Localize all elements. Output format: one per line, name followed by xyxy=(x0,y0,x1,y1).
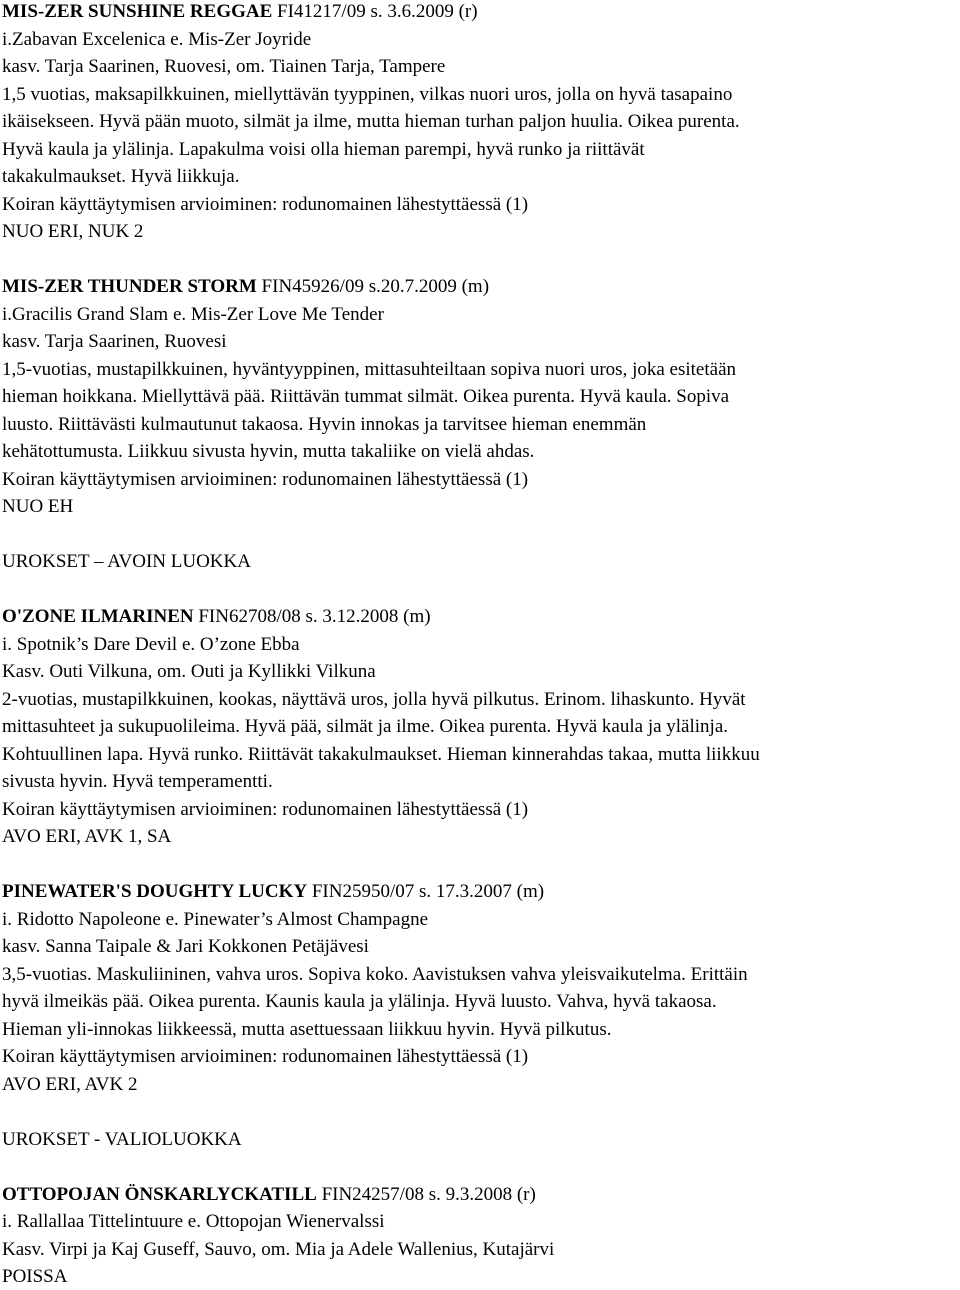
entry-text-line: 2-vuotias, mustapilkkuinen, kookas, näyttävä uros, jolla hyvä pilkutus. Erinom. lihaskunto. Hyvät xyxy=(2,688,746,710)
entry-title-line xyxy=(2,1,478,23)
dog-name: O'ZONE ILMARINEN xyxy=(2,606,194,627)
entry-text-line: kasv. Tarja Saarinen, Ruovesi, om. Tiainen Tarja, Tampere xyxy=(2,56,446,77)
entry-text-line: Hyvä kaula ja ylälinja. Lapakulma voisi olla hieman parempi, hyvä runko ja riittävät xyxy=(2,138,645,160)
entry-text-line: i.Zabavan Excelenica e. Mis-Zer Joyride xyxy=(2,28,312,50)
dog-name: MIS-ZER SUNSHINE REGGAE xyxy=(2,1,273,22)
entry-text-line: ikäisekseen. Hyvä pään muoto, silmät ja ilme, mutta hieman turhan paljon huulia. Oikea purenta. xyxy=(2,111,740,132)
section-heading: UROKSET – AVOIN LUOKKA xyxy=(2,551,251,572)
entry-text-line: takakulmaukset. Hyvä liikkuja. xyxy=(2,166,240,187)
entry-text-line: Kohtuullinen lapa. Hyvä runko. Riittävät takakulmaukset. Hieman kinnerahdas takaa, mutta liikkuu xyxy=(2,743,760,765)
dog-name: OTTOPOJAN ÖNSKARLYCKATILL xyxy=(2,1183,317,1205)
entry-text-line: Koiran käyttäytymisen arvioiminen: rodunomainen lähestyttäessä (1) xyxy=(2,798,529,820)
entry-text-line: 1,5-vuotias, mustapilkkuinen, hyväntyyppinen, mittasuhteiltaan sopiva nuori uros, joka esitetään xyxy=(2,358,737,380)
registration-info: FIN24257/08 s. 9.3.2008 (r) xyxy=(316,1183,536,1205)
entry-text-line: kasv. Tarja Saarinen, Ruovesi xyxy=(2,331,227,352)
entry-text-line: POISSA xyxy=(2,1266,68,1287)
entry-text-line: kehätottumusta. Liikkuu sivusta hyvin, mutta takaliike on vielä ahdas. xyxy=(2,441,535,462)
entry-text-line: mittasuhteet ja sukupuolileima. Hyvä pää, silmät ja ilme. Oikea purenta. Hyvä kaula ja ylälinja. xyxy=(2,716,729,737)
dog-name: MIS-ZER THUNDER STORM xyxy=(2,276,257,297)
entry-text-line: Hieman yli-innokas liikkeessä, mutta asettuessaan liikkuu hyvin. Hyvä pilkutus. xyxy=(2,1018,612,1040)
entry-text-line: Koiran käyttäytymisen arvioiminen: rodunomainen lähestyttäessä (1) xyxy=(2,468,529,490)
entry-text-line: kasv. Sanna Taipale & Jari Kokkonen Petäjävesi xyxy=(2,936,369,957)
entry-text-line: 3,5-vuotias. Maskuliininen, vahva uros. Sopiva koko. Aavistuksen vahva yleisvaikutelma. Erittäin xyxy=(2,963,748,985)
registration-info: FIN45926/09 s.20.7.2009 (m) xyxy=(256,276,490,297)
entry-text-line: 1,5 vuotias, maksapilkkuinen, miellyttävän tyyppinen, vilkas nuori uros, jolla on hyvä tasapaino xyxy=(2,83,733,105)
entry-text-line: NUO EH xyxy=(2,496,74,517)
entry-text-line: hieman hoikkana. Miellyttävä pää. Riittävän tummat silmät. Oikea purenta. Hyvä kaula. Sopiva xyxy=(2,386,730,407)
entry-text-line: hyvä ilmeikäs pää. Oikea purenta. Kaunis kaula ja ylälinja. Hyvä luusto. Vahva, hyvä takaosa. xyxy=(2,991,717,1012)
entry-text-line: i. Rallallaa Tittelintuure e. Ottopojan Wienervalssi xyxy=(2,1211,385,1232)
entry-text-line: i. Ridotto Napoleone e. Pinewater’s Almost Champagne xyxy=(2,908,429,930)
entry-text-line: i.Gracilis Grand Slam e. Mis-Zer Love Me Tender xyxy=(2,303,384,325)
entry-text-line: sivusta hyvin. Hyvä temperamentti. xyxy=(2,771,273,792)
entry-text-line: luusto. Riittävästi kulmautunut takaosa. Hyvin innokas ja tarvitsee hieman enemmän xyxy=(2,413,647,435)
entry-title-line xyxy=(2,881,544,903)
entry-title-line xyxy=(2,1184,536,1206)
entry-text-line: i. Spotnik’s Dare Devil e. O’zone Ebba xyxy=(2,633,300,655)
entry-text-line: AVO ERI, AVK 2 xyxy=(2,1073,138,1095)
registration-info: FIN62708/08 s. 3.12.2008 (m) xyxy=(193,606,431,627)
section-heading: UROKSET - VALIOLUOKKA xyxy=(2,1128,242,1150)
entry-text-line: AVO ERI, AVK 1, SA xyxy=(2,826,172,847)
entry-title-line xyxy=(2,606,431,628)
entry-text-line: NUO ERI, NUK 2 xyxy=(2,221,144,242)
entry-title-line xyxy=(2,276,489,298)
entry-text-line: Koiran käyttäytymisen arvioiminen: rodunomainen lähestyttäessä (1) xyxy=(2,193,529,215)
registration-info: FIN25950/07 s. 17.3.2007 (m) xyxy=(307,881,545,902)
entry-text-line: Kasv. Virpi ja Kaj Guseff, Sauvo, om. Mia ja Adele Wallenius, Kutajärvi xyxy=(2,1238,555,1260)
registration-info: FI41217/09 s. 3.6.2009 (r) xyxy=(272,1,478,22)
entry-text-line: Kasv. Outi Vilkuna, om. Outi ja Kyllikki Vilkuna xyxy=(2,661,376,682)
dog-name: PINEWATER'S DOUGHTY LUCKY xyxy=(2,881,308,902)
entry-text-line: Koiran käyttäytymisen arvioiminen: rodunomainen lähestyttäessä (1) xyxy=(2,1046,529,1067)
